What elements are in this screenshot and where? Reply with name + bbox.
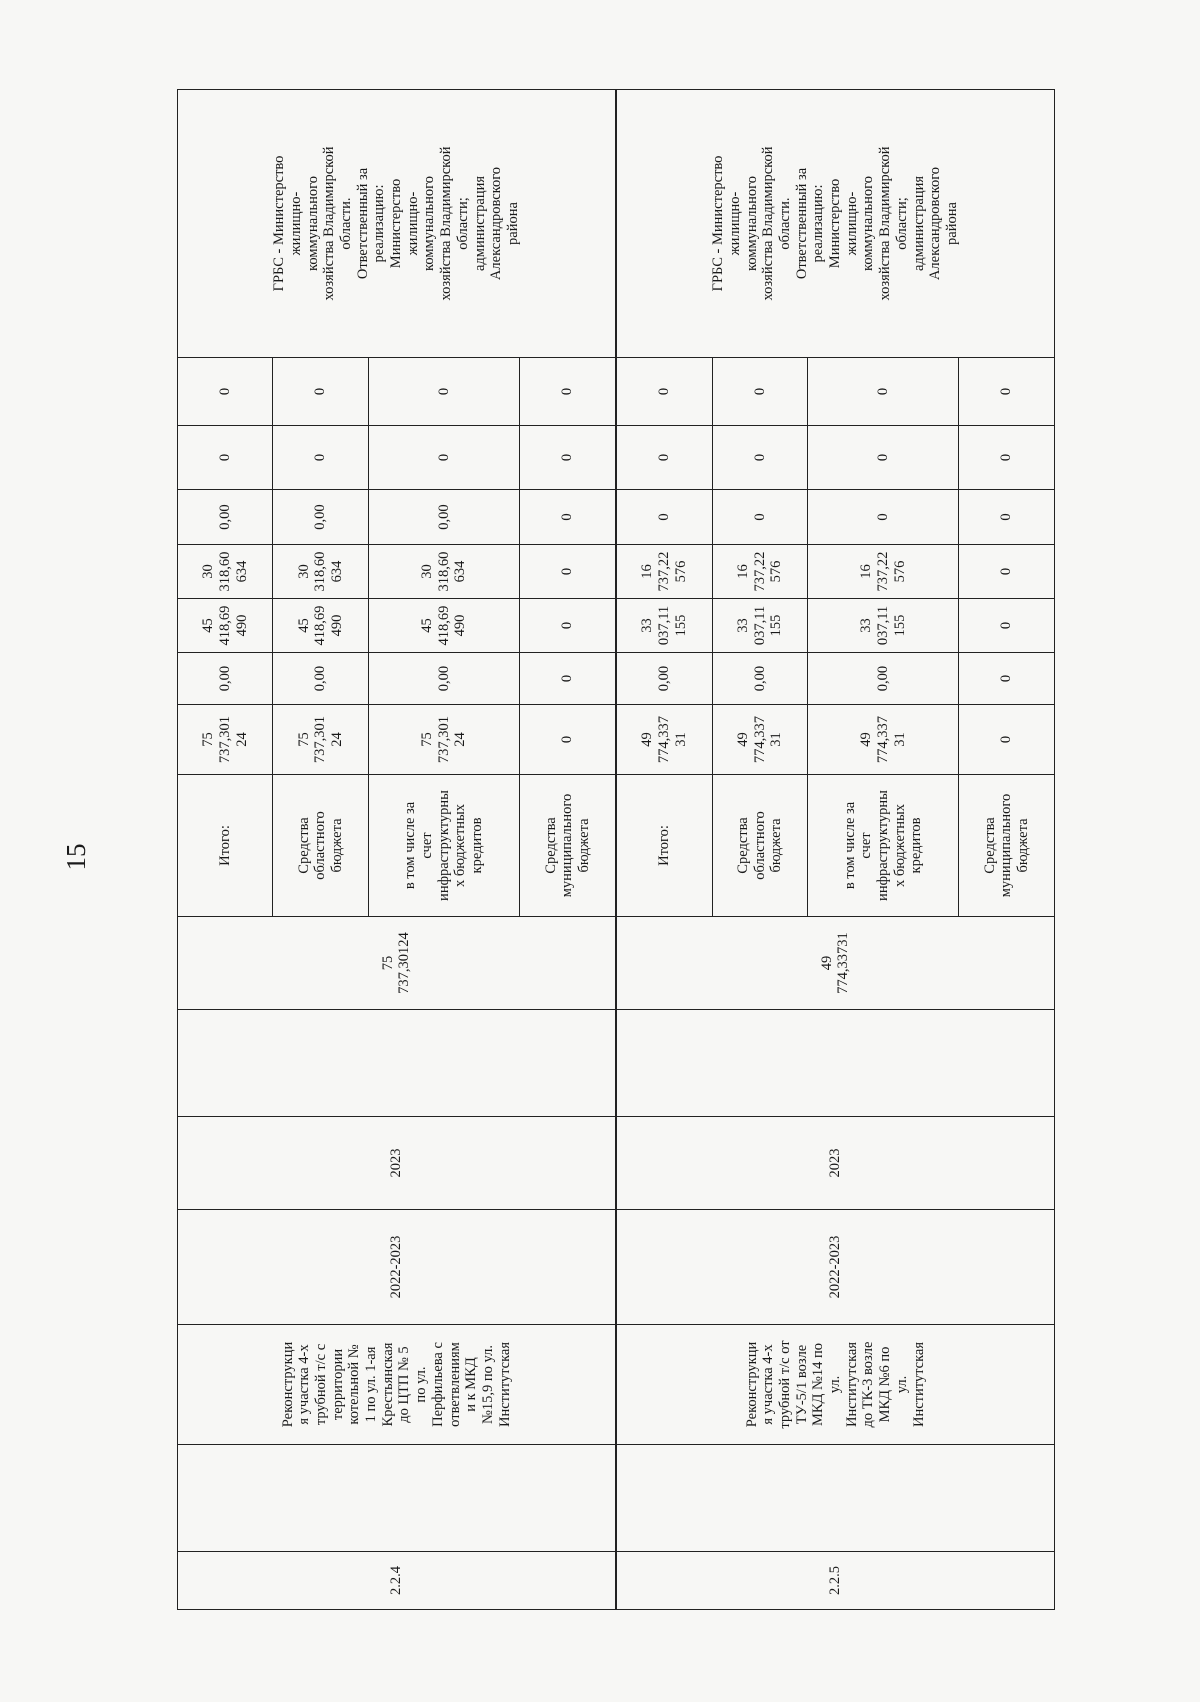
value-cell: 0,00	[273, 490, 368, 545]
value-cell: 0,00	[178, 653, 273, 705]
table-row	[616, 90, 712, 1610]
measure-description: Реконструкци я участка 4-х трубной т/с с территории котельной № 1 по ул. 1-ая Крестьянская до ЦТП № 5 по ул. Перфильева с ответвлениям и к МКД №15,9 по ул. Институтская	[178, 1325, 616, 1445]
value-cell: 0,00	[368, 490, 519, 545]
value-cell: 0,00	[616, 653, 712, 705]
funding-source: Средства областного бюджета	[273, 775, 368, 917]
value-cell: 0,00	[712, 653, 807, 705]
value-cell: 0	[368, 426, 519, 490]
value-cell: 0,00	[368, 653, 519, 705]
value-cell: 0	[959, 653, 1055, 705]
value-cell: 33 037,11 155	[808, 599, 959, 653]
value-cell: 30 318,60 634	[178, 545, 273, 599]
value-cell: 0	[959, 426, 1055, 490]
implementation-period: 2022-2023	[178, 1210, 616, 1325]
value-cell: 0	[959, 490, 1055, 545]
value-cell: 0	[616, 358, 712, 426]
value-cell: 0	[959, 358, 1055, 426]
responsible-executor: ГРБС - Министерство жилищно- коммунального хозяйства Владимирской области. Ответственный за реализацию: Министерство жилищно- коммунального хозяйства Владимирской области; администрация Александровского района	[616, 90, 1055, 358]
value-cell: 45 418,69 490	[273, 599, 368, 653]
measure-description: Реконструкци я участка 4-х трубной т/с от ТУ-5/1 возле МКД №14 по ул. Институтская до ТК-3 возле МКД №6 по ул. Институтская	[616, 1325, 1055, 1445]
value-cell: 0	[520, 426, 616, 490]
funding-source: в том числе за счет инфраструктурны х бюджетных кредитов	[368, 775, 519, 917]
value-cell: 33 037,11 155	[616, 599, 712, 653]
value-cell: 30 318,60 634	[368, 545, 519, 599]
funding-source: Средства областного бюджета	[712, 775, 807, 917]
value-cell: 0	[808, 426, 959, 490]
value-cell: 0	[959, 705, 1055, 775]
value-cell: 0	[712, 358, 807, 426]
table-body	[178, 90, 1055, 1610]
empty-cell	[616, 1010, 1055, 1117]
value-cell: 75 737,301 24	[273, 705, 368, 775]
completion-year: 2023	[616, 1117, 1055, 1210]
value-cell: 33 037,11 155	[712, 599, 807, 653]
value-cell: 45 418,69 490	[178, 599, 273, 653]
value-cell: 0	[959, 599, 1055, 653]
item-code: 2.2.4	[178, 1552, 616, 1610]
value-cell: 0	[520, 599, 616, 653]
funding-source: в том числе за счет инфраструктурны х бюджетных кредитов	[808, 775, 959, 917]
rotated-table-container	[177, 90, 1055, 1610]
total-cost: 49 774,33731	[616, 917, 1055, 1010]
responsible-executor: ГРБС - Министерство жилищно- коммунального хозяйства Владимирской области. Ответственный за реализацию: Министерство жилищно- коммунального хозяйства Владимирской области; администрация Александровского района	[178, 90, 616, 358]
value-cell: 0	[520, 358, 616, 426]
item-code: 2.2.5	[616, 1552, 1055, 1610]
implementation-period: 2022-2023	[616, 1210, 1055, 1325]
value-cell: 49 774,337 31	[712, 705, 807, 775]
value-cell: 0	[616, 490, 712, 545]
value-cell: 0,00	[273, 653, 368, 705]
value-cell: 0	[520, 653, 616, 705]
value-cell: 0	[520, 490, 616, 545]
value-cell: 49 774,337 31	[808, 705, 959, 775]
value-cell: 0	[520, 545, 616, 599]
value-cell: 16 737,22 576	[616, 545, 712, 599]
value-cell: 0	[616, 426, 712, 490]
table-row	[178, 90, 273, 1610]
value-cell: 16 737,22 576	[712, 545, 807, 599]
value-cell: 16 737,22 576	[808, 545, 959, 599]
empty-cell	[178, 1010, 616, 1117]
blank-cell	[178, 1445, 616, 1552]
page-number: 15	[61, 843, 91, 871]
completion-year: 2023	[178, 1117, 616, 1210]
value-cell: 0	[712, 490, 807, 545]
value-cell: 0	[178, 426, 273, 490]
value-cell: 75 737,301 24	[178, 705, 273, 775]
value-cell: 0	[273, 426, 368, 490]
blank-cell	[616, 1445, 1055, 1552]
value-cell: 30 318,60 634	[273, 545, 368, 599]
value-cell: 75 737,301 24	[368, 705, 519, 775]
value-cell: 0	[808, 358, 959, 426]
funding-source: Средства муниципального бюджета	[959, 775, 1055, 917]
value-cell: 0	[273, 358, 368, 426]
value-cell: 0	[178, 358, 273, 426]
value-cell: 0	[368, 358, 519, 426]
value-cell: 0	[520, 705, 616, 775]
program-table	[177, 89, 1055, 1610]
value-cell: 45 418,69 490	[368, 599, 519, 653]
value-cell: 49 774,337 31	[616, 705, 712, 775]
value-cell: 0	[959, 545, 1055, 599]
funding-source: Средства муниципального бюджета	[520, 775, 616, 917]
funding-source: Итого:	[178, 775, 273, 917]
value-cell: 0,00	[808, 653, 959, 705]
value-cell: 0	[712, 426, 807, 490]
funding-source: Итого:	[616, 775, 712, 917]
total-cost: 75 737,30124	[178, 917, 616, 1010]
value-cell: 0,00	[178, 490, 273, 545]
value-cell: 0	[808, 490, 959, 545]
